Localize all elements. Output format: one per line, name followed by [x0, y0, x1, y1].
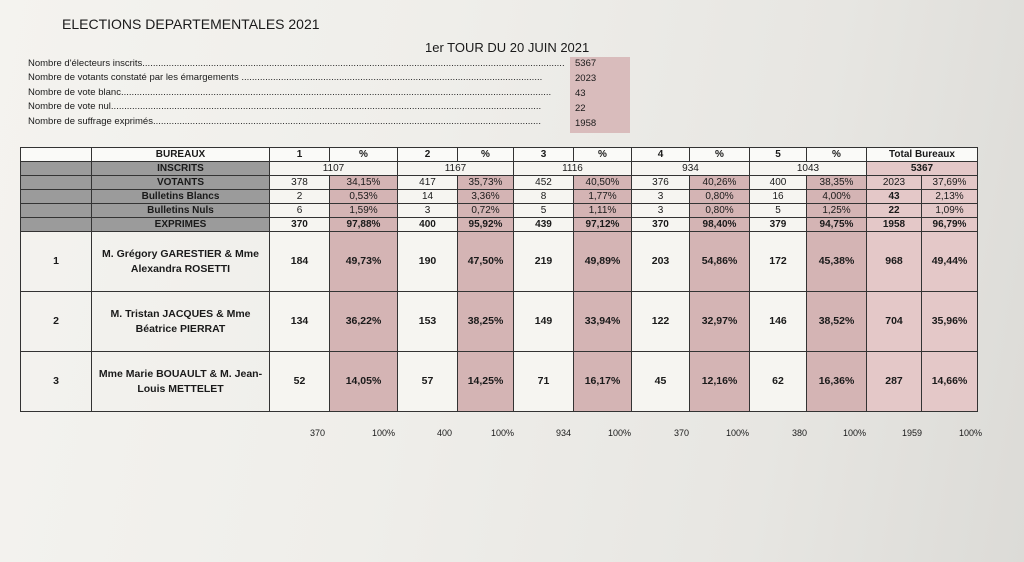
- header-cell: 5: [750, 148, 807, 162]
- inscrits-value: 1107: [270, 162, 398, 176]
- table-cell: 37,69%: [922, 176, 978, 190]
- table-cell: 704: [867, 292, 922, 352]
- header-cell: %: [574, 148, 632, 162]
- candidate-name: Mme Marie BOUAULT & M. Jean-Louis METTELET: [92, 352, 270, 412]
- footer-total: 370: [674, 428, 690, 438]
- candidate-row: [21, 352, 978, 412]
- table-cell: 71: [514, 352, 574, 412]
- table-cell: 5: [750, 204, 807, 218]
- table-cell: 149: [514, 292, 574, 352]
- summary-line: [28, 87, 552, 98]
- table-cell: 57: [398, 352, 458, 412]
- table-cell: 153: [398, 292, 458, 352]
- table-cell: 417: [398, 176, 458, 190]
- table-cell: 1,77%: [574, 190, 632, 204]
- candidate-number: 2: [21, 292, 92, 352]
- table-cell: 146: [750, 292, 807, 352]
- exprimes-row: [21, 218, 978, 232]
- table-cell: 0,80%: [690, 190, 750, 204]
- row-label: Bulletins Nuls: [92, 204, 270, 218]
- footer-total: 100%: [959, 428, 983, 438]
- header-total: Total Bureaux: [867, 148, 978, 162]
- table-cell: 96,79%: [922, 218, 978, 232]
- tour-subtitle: 1er TOUR DU 20 JUIN 2021: [425, 40, 590, 55]
- header-cell: %: [807, 148, 867, 162]
- header-bureaux: BUREAUX: [92, 148, 270, 162]
- table-cell: 3,36%: [458, 190, 514, 204]
- table-cell: 1,59%: [330, 204, 398, 218]
- table-cell: 968: [867, 232, 922, 292]
- row-spacer: [21, 176, 92, 190]
- results-table: [20, 147, 978, 412]
- table-cell: 32,97%: [690, 292, 750, 352]
- table-cell: 122: [632, 292, 690, 352]
- table-cell: 45,38%: [807, 232, 867, 292]
- header-cell: 1: [270, 148, 330, 162]
- table-cell: 439: [514, 218, 574, 232]
- table-cell: 370: [632, 218, 690, 232]
- table-cell: 203: [632, 232, 690, 292]
- summary-line: [28, 58, 565, 69]
- inscrits-value: 934: [632, 162, 750, 176]
- table-cell: 172: [750, 232, 807, 292]
- table-cell: 1,25%: [807, 204, 867, 218]
- summary-label: Nombre de votants constaté par les émargements ..................................................................................................................: [28, 72, 543, 83]
- table-cell: 49,73%: [330, 232, 398, 292]
- candidate-row: [21, 292, 978, 352]
- row-spacer: [21, 162, 92, 176]
- table-cell: 34,15%: [330, 176, 398, 190]
- table-cell: 0,53%: [330, 190, 398, 204]
- table-cell: 14,66%: [922, 352, 978, 412]
- inscrits-value: 1167: [398, 162, 514, 176]
- candidate-row: [21, 232, 978, 292]
- summary-label: Nombre de vote nul...................................................................................................................................................................: [28, 101, 542, 112]
- summary-value: 43: [575, 88, 586, 99]
- summary-line: [28, 72, 543, 83]
- summary-label: Nombre de suffrage exprimés...................................................................................................................................................: [28, 116, 541, 127]
- blancs-row: [21, 190, 978, 204]
- table-cell: 38,52%: [807, 292, 867, 352]
- footer-total: 100%: [608, 428, 632, 438]
- document-title: ELECTIONS DEPARTEMENTALES 2021: [62, 16, 320, 32]
- inscrits-value: 1116: [514, 162, 632, 176]
- table-cell: 376: [632, 176, 690, 190]
- footer-total: 400: [437, 428, 453, 438]
- table-cell: 45: [632, 352, 690, 412]
- footer-total: 380: [792, 428, 808, 438]
- table-cell: 2023: [867, 176, 922, 190]
- table-cell: 22: [867, 204, 922, 218]
- row-label: VOTANTS: [92, 176, 270, 190]
- candidate-name: M. Grégory GARESTIER & Mme Alexandra ROSETTI: [92, 232, 270, 292]
- table-cell: 3: [632, 204, 690, 218]
- table-cell: 400: [750, 176, 807, 190]
- table-cell: 33,94%: [574, 292, 632, 352]
- footer-total: 100%: [372, 428, 396, 438]
- table-cell: 16: [750, 190, 807, 204]
- inscrits-row: [21, 162, 978, 176]
- table-cell: 49,89%: [574, 232, 632, 292]
- inscrits-value: 1043: [750, 162, 867, 176]
- candidate-name: M. Tristan JACQUES & Mme Béatrice PIERRAT: [92, 292, 270, 352]
- votants-row: [21, 176, 978, 190]
- table-cell: 62: [750, 352, 807, 412]
- summary-label: Nombre d'électeurs inscrits................................................................................................................................................................: [28, 58, 565, 69]
- table-cell: 184: [270, 232, 330, 292]
- table-cell: 378: [270, 176, 330, 190]
- table-cell: 4,00%: [807, 190, 867, 204]
- table-cell: 54,86%: [690, 232, 750, 292]
- row-spacer: [21, 190, 92, 204]
- table-cell: 94,75%: [807, 218, 867, 232]
- footer-total: 100%: [726, 428, 750, 438]
- table-cell: 1958: [867, 218, 922, 232]
- footer-total: 100%: [843, 428, 867, 438]
- table-cell: 97,12%: [574, 218, 632, 232]
- footer-total: 1959: [902, 428, 923, 438]
- table-cell: 134: [270, 292, 330, 352]
- table-cell: 97,88%: [330, 218, 398, 232]
- table-cell: 452: [514, 176, 574, 190]
- table-cell: 52: [270, 352, 330, 412]
- header-cell: 2: [398, 148, 458, 162]
- table-cell: 370: [270, 218, 330, 232]
- header-cell: 3: [514, 148, 574, 162]
- row-label: Bulletins Blancs: [92, 190, 270, 204]
- summary-value: 5367: [575, 58, 597, 69]
- table-cell: 219: [514, 232, 574, 292]
- inscrits-total: 5367: [867, 162, 978, 176]
- summary-value: 22: [575, 103, 586, 114]
- table-cell: 40,50%: [574, 176, 632, 190]
- summary-value: 2023: [575, 73, 597, 84]
- header-cell: 4: [632, 148, 690, 162]
- row-spacer: [21, 204, 92, 218]
- table-cell: 8: [514, 190, 574, 204]
- table-cell: 1,11%: [574, 204, 632, 218]
- table-cell: 400: [398, 218, 458, 232]
- table-cell: 14,05%: [330, 352, 398, 412]
- table-cell: 95,92%: [458, 218, 514, 232]
- footer-total: 934: [556, 428, 572, 438]
- nuls-row: [21, 204, 978, 218]
- table-cell: 12,16%: [690, 352, 750, 412]
- table-cell: 98,40%: [690, 218, 750, 232]
- header-cell: %: [690, 148, 750, 162]
- footer-total: 370: [310, 428, 326, 438]
- table-cell: 36,22%: [330, 292, 398, 352]
- row-label: EXPRIMES: [92, 218, 270, 232]
- table-cell: 35,96%: [922, 292, 978, 352]
- table-cell: 16,36%: [807, 352, 867, 412]
- table-cell: 0,72%: [458, 204, 514, 218]
- table-cell: 5: [514, 204, 574, 218]
- table-cell: 0,80%: [690, 204, 750, 218]
- footer-total: 100%: [491, 428, 515, 438]
- header-cell: %: [330, 148, 398, 162]
- row-spacer: [21, 218, 92, 232]
- header-cell: %: [458, 148, 514, 162]
- table-cell: 14,25%: [458, 352, 514, 412]
- candidate-number: 1: [21, 232, 92, 292]
- table-cell: 3: [632, 190, 690, 204]
- table-cell: 38,25%: [458, 292, 514, 352]
- header-row: [21, 148, 978, 162]
- table-cell: 43: [867, 190, 922, 204]
- table-cell: 49,44%: [922, 232, 978, 292]
- table-cell: 2,13%: [922, 190, 978, 204]
- table-cell: 287: [867, 352, 922, 412]
- table-cell: 3: [398, 204, 458, 218]
- header-cell: [21, 148, 92, 162]
- candidate-number: 3: [21, 352, 92, 412]
- summary-line: [28, 101, 542, 112]
- table-cell: 38,35%: [807, 176, 867, 190]
- table-cell: 14: [398, 190, 458, 204]
- table-cell: 16,17%: [574, 352, 632, 412]
- table-cell: 6: [270, 204, 330, 218]
- row-label: INSCRITS: [92, 162, 270, 176]
- table-cell: 47,50%: [458, 232, 514, 292]
- summary-value: 1958: [575, 118, 597, 129]
- table-cell: 35,73%: [458, 176, 514, 190]
- table-cell: 2: [270, 190, 330, 204]
- table-cell: 379: [750, 218, 807, 232]
- summary-line: [28, 116, 541, 127]
- summary-label: Nombre de vote blanc...................................................................................................................................................................: [28, 87, 552, 98]
- table-cell: 190: [398, 232, 458, 292]
- table-cell: 1,09%: [922, 204, 978, 218]
- table-cell: 40,26%: [690, 176, 750, 190]
